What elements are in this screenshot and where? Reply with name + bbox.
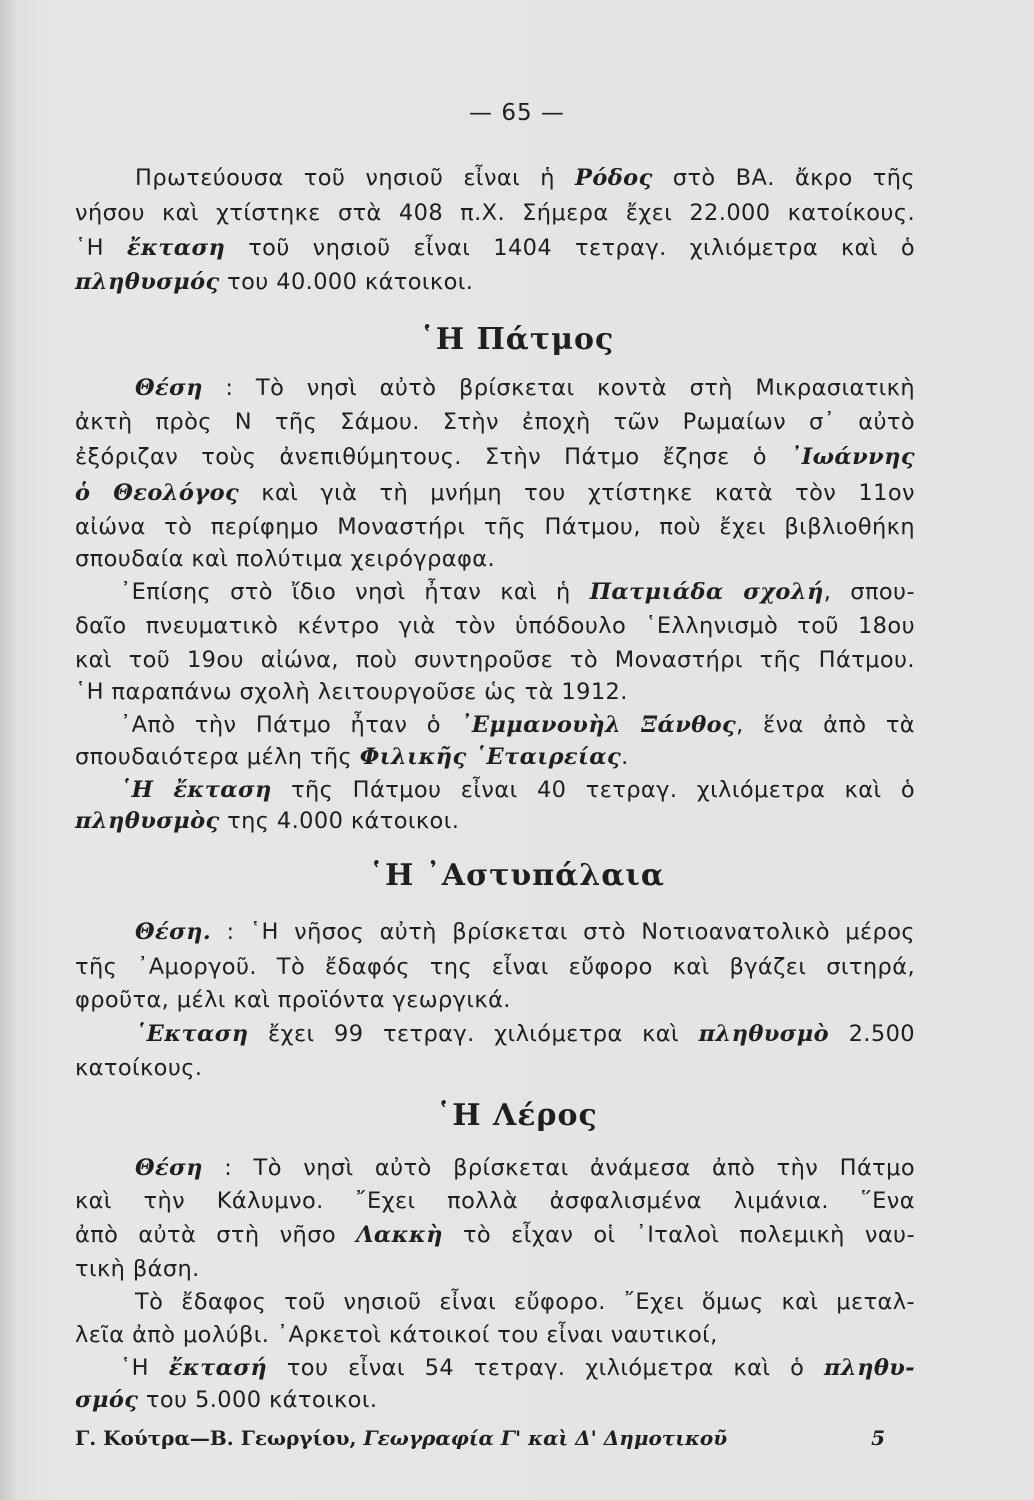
patmos-line-6: σπουδαία καὶ πολύτιμα χειρόγραφα. xyxy=(75,546,496,572)
heading-astypalaia: ῾Η ᾽Αστυπάλαια xyxy=(369,858,665,893)
footer-authors: Γ. Κούτρα—Β. Γεωργίου, xyxy=(75,1426,364,1450)
astypalaia-line-1: Θέση. : ῾Η νῆσος αὐτὴ βρίσκεται στὸ Νοτιοανατολικὸ μέρος xyxy=(135,919,915,945)
page-footer xyxy=(75,1426,915,1450)
patmos-line-7: ᾽Επίσης στὸ ἴδιο νησὶ ἦταν καὶ ἡ Πατμιάδα σχολή, σπου- xyxy=(120,579,915,605)
astypalaia-line-5: κατοίκους. xyxy=(75,1055,203,1081)
astypalaia-line-2: τῆς ᾽Αμοργοῦ. Τὸ ἔδαφός της εἶναι εὔφορο καὶ βγάζει σιτηρά, xyxy=(75,954,915,980)
leros-line-4: τικὴ βάση. xyxy=(75,1256,200,1282)
leros-line-8: σμός του 5.000 κάτοικοι. xyxy=(75,1387,378,1413)
patmos-line-13: ῾Η ἔκταση τῆς Πάτμου εἶναι 40 τετραγ. χιλιόμετρα καὶ ὁ xyxy=(120,777,915,803)
footer-sheet-number: 5 xyxy=(871,1426,885,1450)
patmos-line-8: δαῖο πνευματικὸ κέντρο γιὰ τὸν ὑπόδουλο ῾Ελληνισμὸ τοῦ 18ου xyxy=(75,613,915,639)
patmos-line-2: ἀκτὴ πρὸς Ν τῆς Σάμου. Στὴν ἐποχὴ τῶν Ρωμαίων σ᾽ αὐτὸ xyxy=(75,409,915,435)
leros-line-1: Θέση : Τὸ νησὶ αὐτὸ βρίσκεται ἀνάμεσα ἀπὸ τὴν Πάτμο xyxy=(135,1155,915,1181)
astypalaia-line-4: ῾Εκταση ἔχει 99 τετραγ. χιλιόμετρα καὶ πληθυσμὸ 2.500 xyxy=(135,1021,915,1047)
astypalaia-line-3: φροῦτα, μέλι καὶ προϊόντα γεωργικά. xyxy=(75,987,511,1013)
heading-leros: ῾Η Λέρος xyxy=(436,1098,598,1133)
patmos-line-12: σπουδαιότερα μέλη τῆς Φιλικῆς ῾Εταιρείας. xyxy=(75,744,629,770)
leros-line-2: καὶ τὴν Κάλυμνο. ῎Εχει πολλὰ ἀσφαλισμένα λιμάνια. ῞Ενα xyxy=(75,1188,915,1214)
rhodes-line-3: ῾Η ἔκταση τοῦ νησιοῦ εἶναι 1404 τετραγ. χιλιόμετρα καὶ ὁ xyxy=(75,235,915,261)
patmos-line-5: αἰώνα τὸ περίφημο Μοναστήρι τῆς Πάτμου, ποὺ ἔχει βιβλιοθήκη xyxy=(75,514,915,540)
patmos-line-14: πληθυσμὸς της 4.000 κάτοικοι. xyxy=(75,808,460,834)
patmos-line-3: ἐξόριζαν τοὺς ἀνεπιθύμητους. Στὴν Πάτμο ἔζησε ὁ ᾽Ιωάννης xyxy=(75,444,915,470)
rhodes-line-4: πληθυσμός του 40.000 κάτοικοι. xyxy=(75,269,474,295)
leros-line-3: ἀπὸ αὐτὰ στὴ νῆσο Λακκὴ τὸ εἶχαν οἱ ᾽Ιταλοὶ πολεμικὴ ναυ- xyxy=(75,1222,915,1248)
patmos-line-1: Θέση : Τὸ νησὶ αὐτὸ βρίσκεται κοντὰ στὴ Μικρασιατικὴ xyxy=(135,375,915,401)
patmos-line-9: καὶ τοῦ 19ου αἰώνα, ποὺ συντηροῦσε τὸ Μοναστήρι τῆς Πάτμου. xyxy=(75,647,915,673)
patmos-line-4: ὁ Θεολόγος καὶ γιὰ τὴ μνήμη του χτίστηκε κατὰ τὸν 11ον xyxy=(75,480,915,506)
leros-line-5: Τὸ ἔδαφος τοῦ νησιοῦ εἶναι εὔφορο. ῎Εχει ὅμως καὶ μεταλ- xyxy=(135,1289,915,1315)
leros-line-6: λεῖα ἀπὸ μολύβι. ᾽Αρκετοὶ κάτοικοί του εἶναι ναυτικοί, xyxy=(75,1322,718,1348)
patmos-line-11: ᾽Απὸ τὴν Πάτμο ἦταν ὁ ᾽Εμμανουὴλ Ξάνθος, ἕνα ἀπὸ τὰ xyxy=(120,712,915,738)
leros-line-7: ῾Η ἔκτασή του εἶναι 54 τετραγ. χιλιόμετρα καὶ ὁ πληθυ- xyxy=(120,1355,915,1381)
rhodes-line-1: Πρωτεύουσα τοῦ νησιοῦ εἶναι ἡ Ρόδος στὸ ΒΑ. ἄκρο τῆς xyxy=(135,165,915,191)
page-number: — 65 — xyxy=(469,100,565,126)
footer-book-title: Γεωγραφία Γ' καὶ Δ' Δημοτικοῦ xyxy=(363,1426,728,1450)
rhodes-line-2: νήσου καὶ χτίστηκε στὰ 408 π.Χ. Σήμερα ἔχει 22.000 κατοίκους. xyxy=(75,200,915,226)
heading-patmos: ῾Η Πάτμος xyxy=(419,322,615,357)
patmos-line-10: ῾Η παραπάνω σχολὴ λειτουργοῦσε ὡς τὰ 1912. xyxy=(75,679,628,705)
